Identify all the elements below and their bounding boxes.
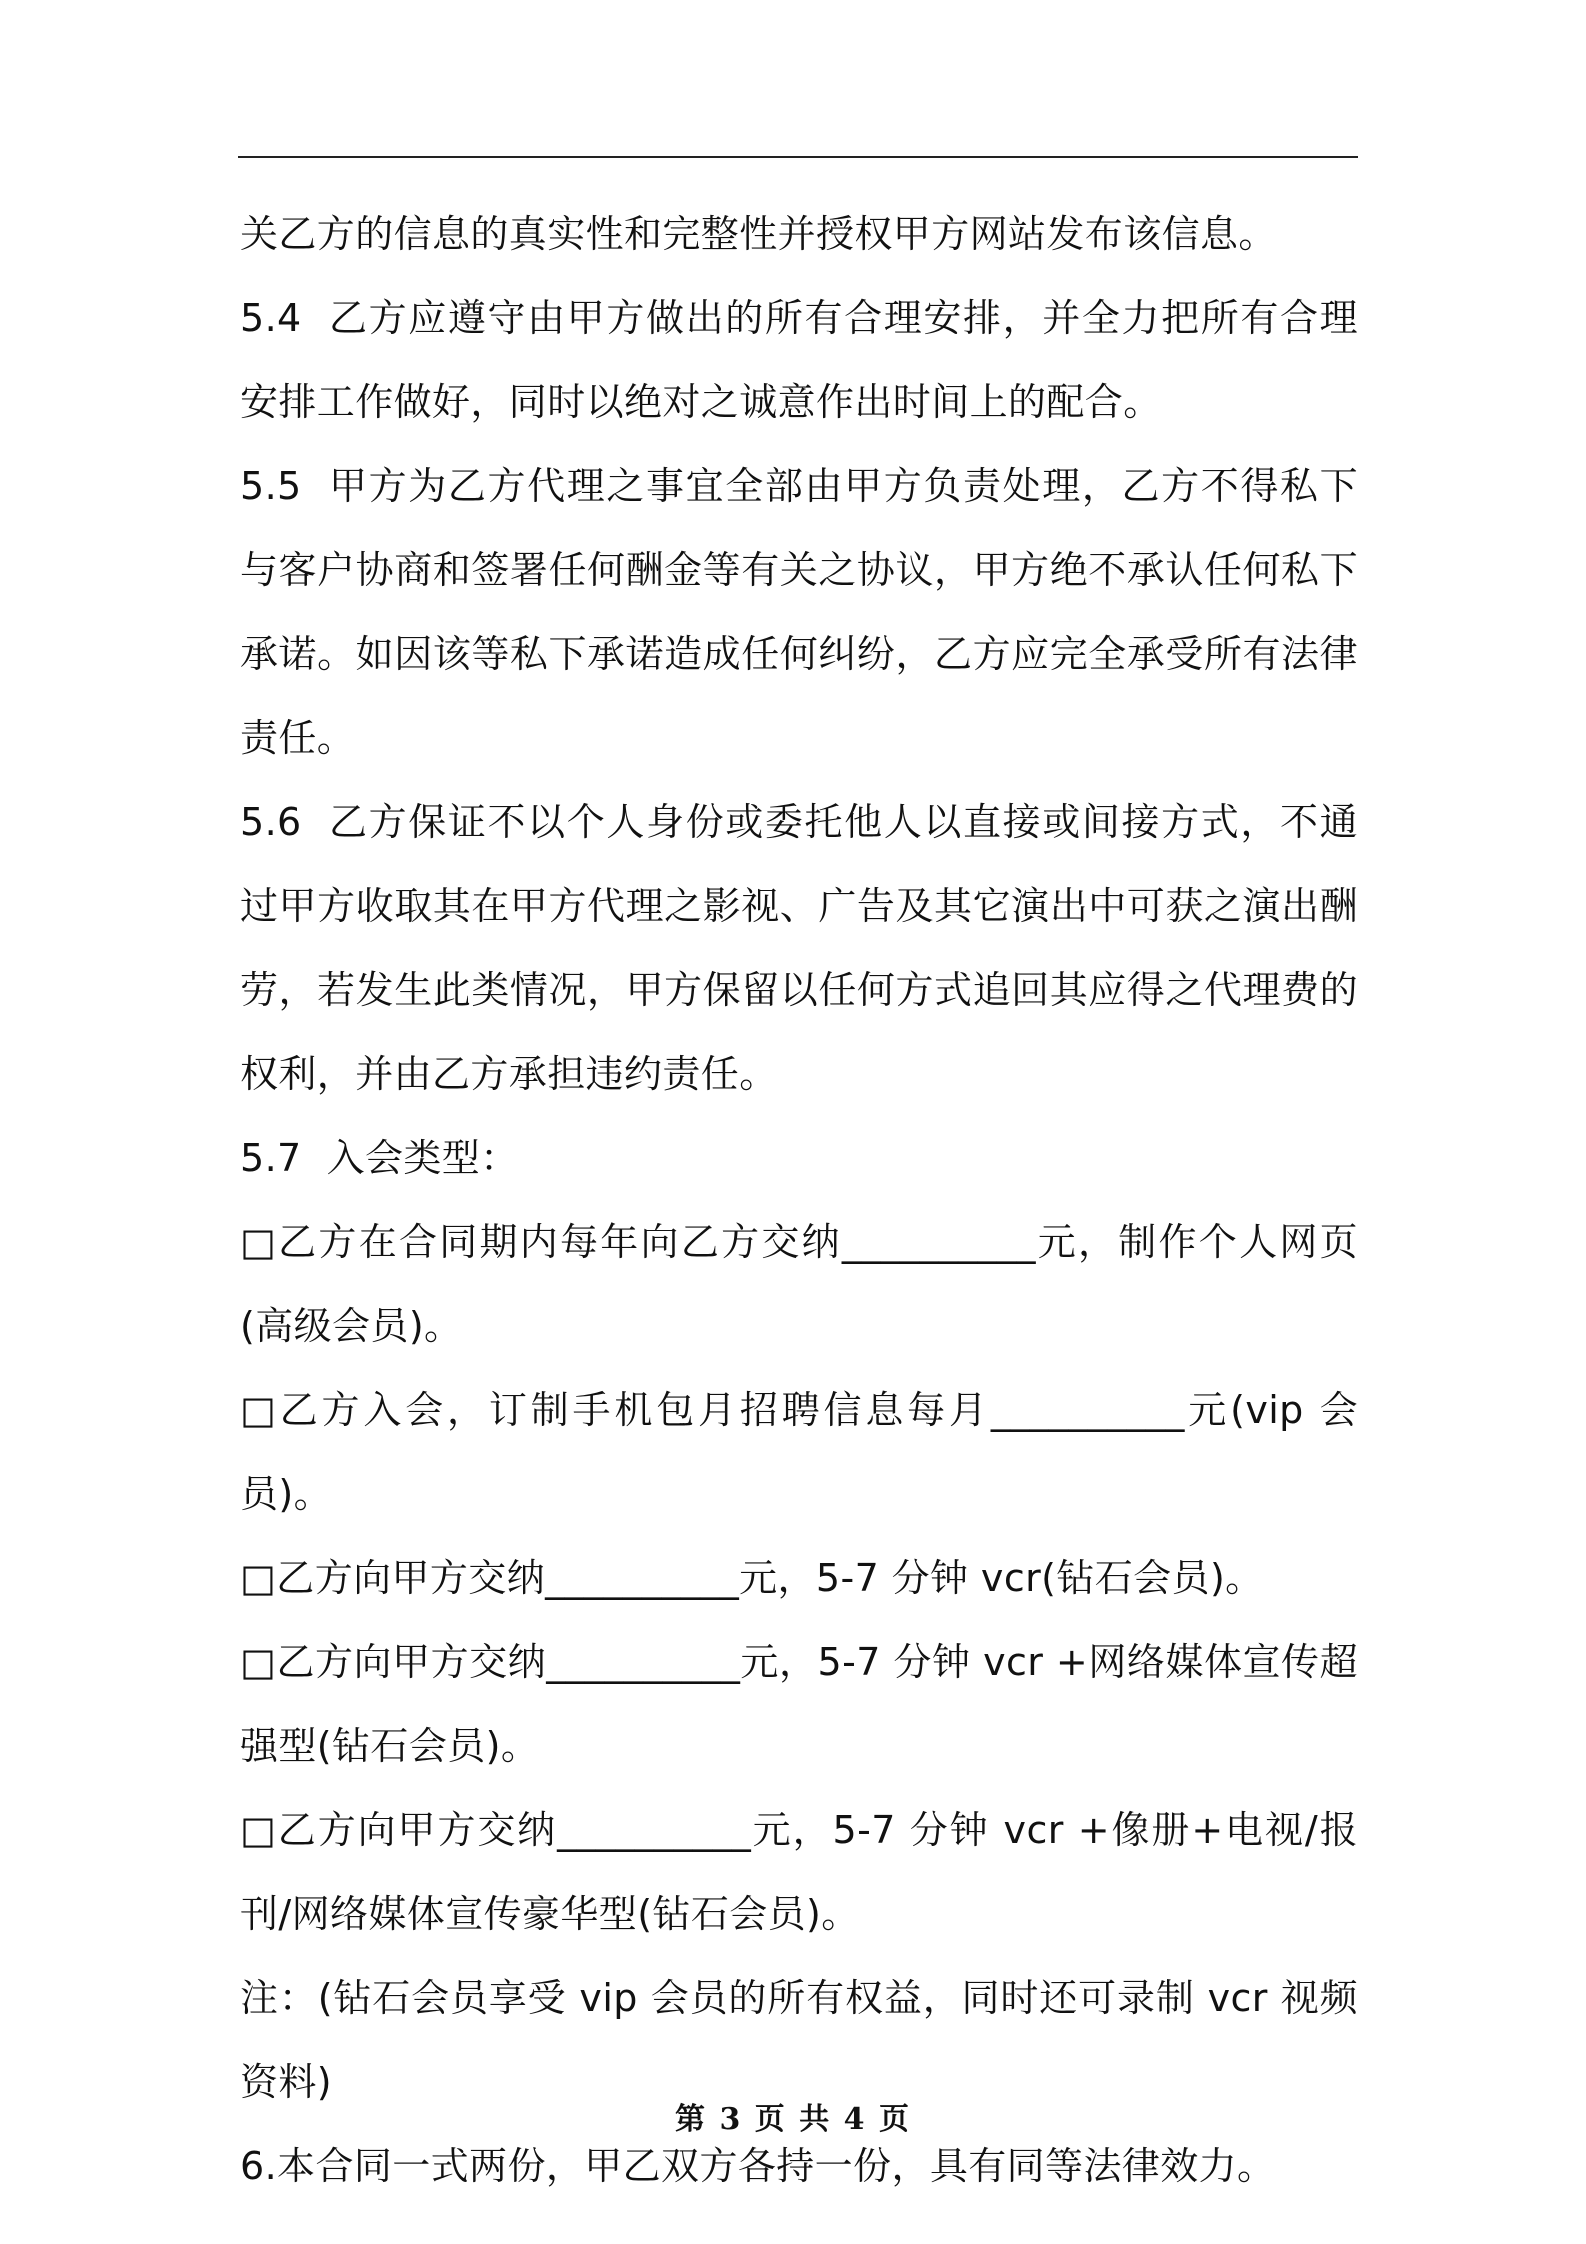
clause-5-5: 5.5 甲方为乙方代理之事宜全部由甲方负责处理，乙方不得私下与客户协商和签署任何酬金等有关之协议，甲方绝不承认任何私下承诺。如因该等私下承诺造成任何纠纷，乙方应完全承受所有法律责任。 <box>240 464 1358 760</box>
document-body <box>240 192 1358 2208</box>
clause-5-6: 5.6 乙方保证不以个人身份或委托他人以直接或间接方式，不通过甲方收取其在甲方代理之影视、广告及其它演出中可获之演出酬劳，若发生此类情况，甲方保留以任何方式追回其应得之代理费的权利，并由乙方承担违约责任。 <box>240 800 1358 1096</box>
clause-5-7-heading: 5.7 入会类型： <box>240 1136 519 1180</box>
paragraph-continuation: 关乙方的信息的真实性和完整性并授权甲方网站发布该信息。 <box>240 212 1277 256</box>
page-number-footer: 第 3 页 共 4 页 <box>675 2102 911 2137</box>
header-rule <box>238 156 1358 158</box>
membership-option-diamond-strong: □乙方向甲方交纳__________元，5-7 分钟 vcr +网络媒体宣传超强型(钻石会员)。 <box>240 1640 1358 1768</box>
membership-option-diamond-deluxe: □乙方向甲方交纳__________元，5-7 分钟 vcr +像册+电视/报刊/网络媒体宣传豪华型(钻石会员)。 <box>240 1808 1358 1936</box>
membership-option-vip: □乙方入会，订制手机包月招聘信息每月__________元(vip 会员)。 <box>240 1388 1358 1516</box>
membership-option-senior: □乙方在合同期内每年向乙方交纳__________元，制作个人网页(高级会员)。 <box>240 1220 1358 1348</box>
clause-6: 6.本合同一式两份，甲乙双方各持一份，具有同等法律效力。 <box>240 2144 1276 2188</box>
clause-5-4: 5.4 乙方应遵守由甲方做出的所有合理安排，并全力把所有合理安排工作做好，同时以绝对之诚意作出时间上的配合。 <box>240 296 1358 424</box>
membership-option-diamond: □乙方向甲方交纳__________元，5-7 分钟 vcr(钻石会员)。 <box>240 1556 1264 1600</box>
membership-note: 注：(钻石会员享受 vip 会员的所有权益，同时还可录制 vcr 视频资料) <box>240 1976 1358 2104</box>
